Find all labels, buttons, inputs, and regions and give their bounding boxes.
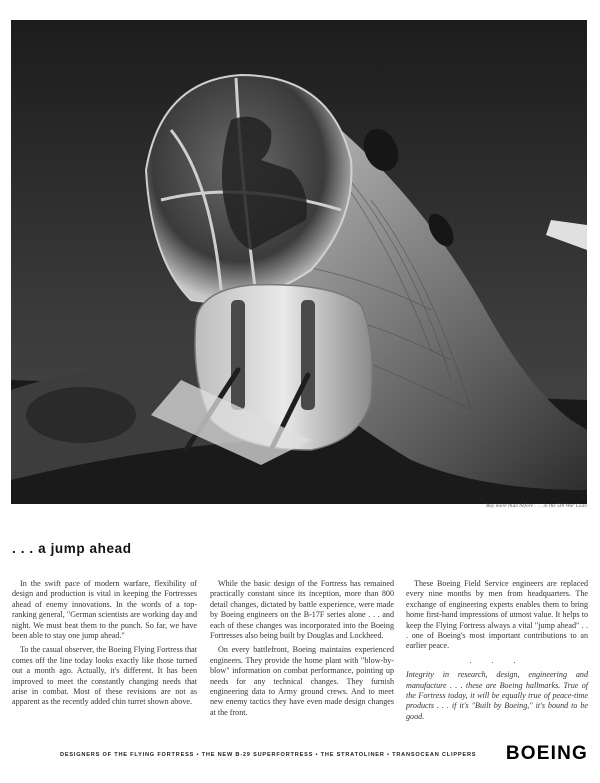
paragraph: On every battlefront, Boeing maintains experienced engineers. They provide the home plant with "blow-by-blow" information on combat performance, pointing up needs for any technical changes. They furnish engineering data to Army ground crews. And to meet new enemy tactics they have even made design changes at the front.: [210, 645, 394, 717]
bomber-nose-photo: [11, 20, 587, 504]
headline: . . . a jump ahead: [12, 541, 132, 556]
footer-tagline: DESIGNERS OF THE FLYING FORTRESS • THE NEW B-29 SUPERFORTRESS • THE STRATOLINER • TRANSOCEAN CLIPPERS: [60, 752, 477, 758]
paragraph: In the swift pace of modern warfare, flexibility of design and production is vital in keeping the Fortresses ahead of enemy innovations. In the words of a top-ranking general, "German scientists are working day and night. We must beat them to the punch. So far, we have been able to stay one jump ahead.": [12, 579, 197, 641]
paragraph: To the casual observer, the Boeing Flying Fortress that comes off the line today looks exactly like those turned out a month ago. Actually, it's different. It has been improved to meet the constantly changing needs that arise in combat. Most of these revisions are not as apparent as the recently added chin turret shown above.: [12, 645, 197, 707]
closing-paragraph: Integrity in research, design, engineering and manufacture . . . these are Boeing hallmarks. True of the Fortress today, it will be equally true of peace-time products . . . if it's "Built by Boeing," it's bound to be good.: [406, 670, 588, 721]
photo-illustration: [11, 20, 587, 504]
paragraph: While the basic design of the Fortress has remained practically constant since its inception, more than 800 detail changes, dictated by battle experience, were made by Boeing engineers on the B-17F series alone . . . and each of these changes was incorporated into the Boeing Fortresses also being built by Douglas and Lockheed.: [210, 579, 394, 641]
body-column-3: [406, 579, 588, 726]
body-column-1: [12, 579, 197, 712]
photo-caption: Buy more than before . . . in the 5th War Loan: [486, 504, 587, 509]
boeing-logo: BOEING: [505, 743, 588, 764]
paragraph: These Boeing Field Service engineers are replaced every nine months by men from headquarters. The exchange of engineering experts enables them to bring home first-hand impressions of utmost value. It helps to keep the Flying Fortress always a vital "jump ahead" . . . one of Boeing's most important contributions to an earlier peace.: [406, 579, 588, 651]
section-divider-dots: . . .: [469, 655, 525, 665]
body-column-2: [210, 579, 394, 722]
footer: [12, 743, 588, 769]
